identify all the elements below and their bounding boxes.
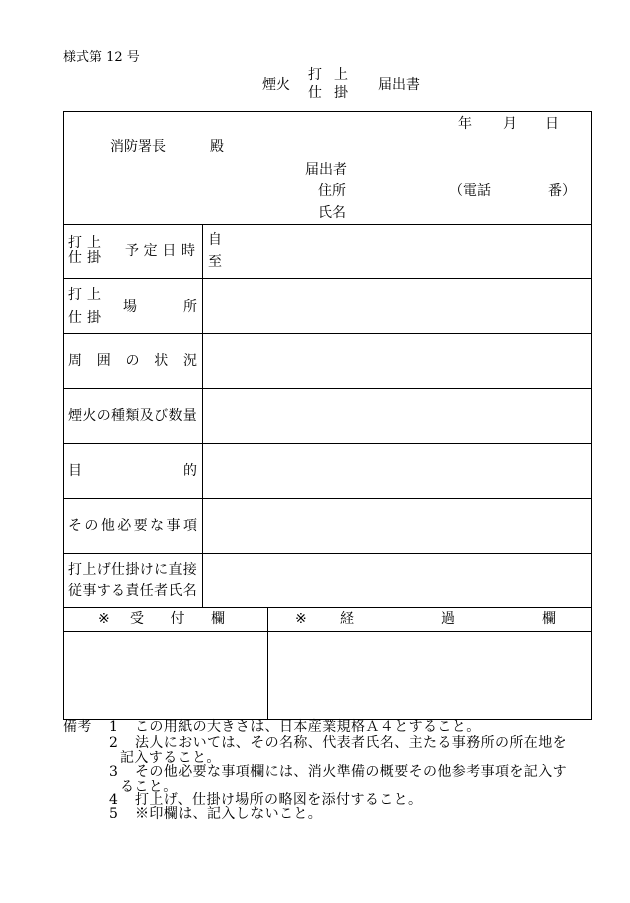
note-text: その他必要な事項欄には、消火準備の概要その他参考事項を記入す (135, 764, 567, 780)
label-segment: 上 (334, 67, 348, 83)
purpose-label (68, 463, 197, 479)
honorific: 殿 (210, 139, 224, 155)
note-text: ※印欄は、記入しないこと。 (135, 806, 323, 822)
label-segment: 場 (123, 299, 137, 315)
row-office-use-body (63, 631, 592, 720)
label-segment: 他 (100, 518, 115, 534)
applicant-label: 届出者 (305, 162, 347, 178)
date-month-label: 月 (503, 116, 517, 132)
launch-setting-stack (68, 236, 101, 266)
label-segment: 項 (182, 518, 197, 534)
label-segment: 時 (180, 243, 195, 259)
title-stack (308, 66, 348, 102)
date-year-label: 年 (458, 116, 472, 132)
title-stack-bottom (308, 84, 348, 102)
phone-open: （電話 (449, 183, 491, 199)
label-segment: 仕 (68, 250, 82, 266)
label-segment: 付 (170, 611, 185, 627)
addressee: 消防署長 (110, 139, 166, 155)
reception-header-cell (63, 608, 268, 631)
progress-box (268, 632, 592, 720)
note-item (63, 720, 592, 735)
label-segment: 上 (87, 235, 101, 251)
progress-label (340, 611, 556, 627)
surroundings-label (68, 353, 197, 369)
label-segment: 上 (87, 287, 101, 303)
responsible-label-line1: 打上げ仕掛けに直接 (68, 561, 198, 578)
schedule-label (125, 243, 195, 259)
label-segment: 日 (162, 243, 177, 259)
label-segment: 必 (117, 518, 132, 534)
responsible-label-line2: 従事する責任者氏名 (68, 582, 198, 599)
row-surroundings (63, 333, 592, 388)
label-segment: 仕 (68, 310, 82, 326)
note-text: 打上げ、仕掛け場所の略図を添付すること。 (135, 792, 423, 808)
label-segment: 周 (68, 353, 82, 369)
reception-box (63, 632, 268, 720)
label-segment: 打 (68, 287, 82, 303)
row-other (63, 498, 592, 553)
note-text: この用紙の大きさは、日本産業規格Ａ４とすること。 (135, 719, 481, 735)
label-cell (63, 499, 203, 553)
phone-close: 番） (548, 183, 576, 199)
note-text: 法人においては、その名称、代表者氏名、主たる事務所の所在地を (135, 735, 567, 751)
notes (63, 719, 592, 829)
label-segment: 受 (130, 611, 144, 627)
note-number: 5 (109, 806, 119, 822)
form-table (63, 111, 592, 720)
note-item (63, 765, 592, 794)
note-number: 3 (109, 764, 119, 780)
label-segment: 掛 (87, 250, 101, 266)
row-responsible (63, 553, 592, 607)
label-cell (63, 554, 203, 607)
title-stack-top (308, 66, 348, 84)
label-cell (63, 334, 203, 388)
stack-top-text (68, 236, 101, 251)
other-label (68, 518, 197, 534)
label-segment: そ (68, 518, 82, 534)
label-cell (63, 444, 203, 498)
label-segment: 的 (183, 463, 197, 479)
note-item (63, 807, 592, 822)
purpose-value-cell (203, 444, 592, 498)
label-segment: 目 (68, 463, 82, 479)
label-segment: 掛 (334, 85, 348, 101)
note-text-continued: 記入すること。 (120, 749, 221, 766)
location-label (123, 299, 197, 315)
schedule-value-cell (203, 225, 592, 278)
responsible-value-cell (203, 554, 592, 607)
stack-top-text (68, 284, 101, 307)
from-label: 自 (208, 232, 222, 248)
label-segment: な (150, 518, 165, 534)
name-label: 氏名 (318, 205, 346, 221)
other-value-cell (203, 499, 592, 553)
reception-mark: ※ (98, 611, 110, 627)
label-segment: 状 (154, 353, 169, 369)
title-suffix: 届出書 (378, 77, 420, 93)
date-day-label: 日 (545, 116, 559, 132)
to-label: 至 (208, 254, 222, 270)
notes-heading: 備考 (63, 719, 92, 735)
label-cell (63, 389, 203, 443)
reception-label (130, 611, 225, 627)
row-scheduled-datetime (63, 224, 592, 278)
note-text-continued: ること。 (120, 778, 178, 795)
note-number: 4 (109, 792, 119, 808)
label-segment: の (125, 353, 140, 369)
label-segment: 打 (68, 235, 82, 251)
stack-bottom-text (68, 251, 101, 266)
label-segment: 況 (183, 353, 197, 369)
label-segment: 仕 (308, 85, 322, 101)
row-purpose (63, 443, 592, 498)
label-cell (63, 279, 203, 333)
label-segment: 事 (166, 518, 181, 534)
label-segment: 過 (441, 611, 455, 627)
label-segment: 定 (143, 243, 158, 259)
progress-header-cell (268, 608, 592, 631)
address-label: 住所 (318, 183, 346, 199)
label-segment: 予 (125, 243, 139, 259)
label-segment: 所 (183, 299, 197, 315)
stack-bottom-text (68, 307, 101, 330)
fireworks-value-cell (203, 389, 592, 443)
label-segment: 打 (308, 67, 322, 83)
label-segment: 欄 (542, 611, 556, 627)
location-value-cell (203, 279, 592, 333)
label-segment: 掛 (87, 310, 101, 326)
note-number: 2 (109, 735, 119, 751)
label-segment: 経 (340, 611, 354, 627)
note-number: 1 (109, 719, 119, 735)
row-fireworks (63, 388, 592, 443)
label-segment: 欄 (211, 611, 225, 627)
form-number: 様式第 12 号 (63, 50, 140, 65)
label-cell (63, 225, 203, 278)
fireworks-label: 煙火の種類及び数量 (68, 408, 198, 424)
label-segment: 要 (133, 518, 148, 534)
note-item (63, 736, 592, 765)
launch-setting-stack (68, 284, 101, 330)
label-segment: 囲 (96, 353, 111, 369)
title-prefix: 煙火 (262, 77, 290, 93)
progress-mark: ※ (295, 611, 307, 627)
surroundings-value-cell (203, 334, 592, 388)
row-office-use-header (63, 607, 592, 631)
label-segment: の (84, 518, 99, 534)
row-location (63, 278, 592, 333)
